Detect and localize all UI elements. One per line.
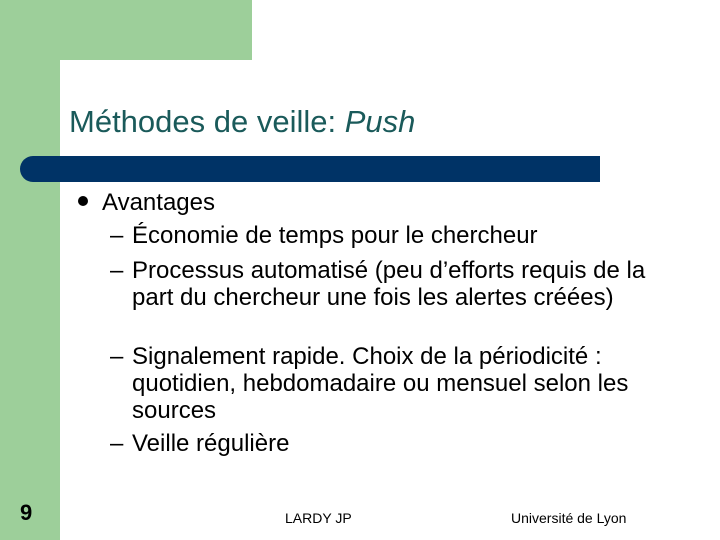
slide-title-main: Méthodes de veille: [69,104,345,139]
bullet-heading: Avantages [102,189,215,216]
slide-title-emphasis: Push [344,104,416,139]
sub-item-dash: – [110,430,124,457]
sub-item-dash: – [110,343,124,370]
sub-item-text: Économie de temps pour le chercheur [132,222,538,249]
bullet-dot-icon [78,196,88,206]
sub-item-text: Processus automatisé (peu d’efforts requis de la part du chercheur une fois les alertes créées) [132,257,646,311]
sub-item-dash: – [110,222,124,249]
sub-item-text: Signalement rapide. Choix de la périodicité : quotidien, hebdomadaire ou mensuel selon les sources [132,343,629,424]
sub-item-dash: – [110,257,124,284]
sub-item-text: Veille régulière [132,430,290,457]
page-number: 9 [20,500,33,525]
footer-institution: Université de Lyon [511,510,627,526]
footer-author: LARDY JP [285,510,352,526]
